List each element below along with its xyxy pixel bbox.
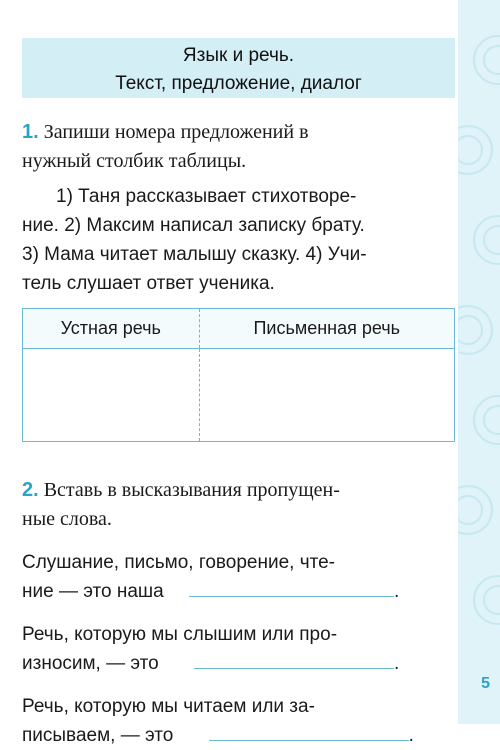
task1-sentence-line: 3) Мама читает малышу сказку. 4) Учи- (22, 244, 367, 265)
task2-item2-line1: Речь, которую мы слышим или про- (22, 624, 338, 645)
answer-cell-oral[interactable] (23, 349, 200, 442)
task2-item1-line2: ние — это наша . (22, 577, 455, 606)
task1-sentence-line: ние. 2) Максим написал записку брату. (22, 215, 365, 236)
task1-instruction (22, 118, 455, 147)
task2-instruction-line2: ные слова. (22, 508, 112, 530)
task2-instruction-line1: Вставь в высказывания пропущен- (43, 479, 340, 501)
page-number: 5 (481, 675, 490, 692)
answer-blank-3[interactable] (209, 722, 409, 741)
task2-number: 2. (22, 479, 39, 501)
answer-blank-1[interactable] (189, 578, 394, 597)
lesson-subtitle: Текст, предложение, диалог (115, 73, 362, 94)
swirl-pattern-icon (458, 0, 500, 724)
task1-sentence-line: тель слушает ответ ученика. (22, 273, 275, 294)
task1-sentence-line: 1) Таня рассказывает стихотворе- (56, 186, 357, 207)
task2-item1-line1: Слушание, письмо, говорение, чте- (22, 552, 336, 573)
answer-blank-2[interactable] (194, 650, 394, 669)
lesson-title: Язык и речь. (182, 45, 295, 66)
lesson-header (22, 38, 455, 98)
task1-instruction-line1: Запиши номера предложений в (43, 121, 309, 143)
decorative-side-band (458, 0, 500, 724)
task1-instruction-line2: нужный столбик таблицы. (22, 150, 247, 172)
answer-cell-written[interactable] (199, 349, 454, 442)
column-header-written: Письменная речь (199, 309, 454, 349)
task2-item3-line1: Речь, которую мы читаем или за- (22, 696, 315, 717)
task1-number: 1. (22, 121, 39, 143)
column-header-oral: Устная речь (23, 309, 200, 349)
task2-item3-line2: писываем, — это . (22, 721, 455, 750)
speech-type-table (22, 308, 455, 442)
task2-instruction (22, 476, 455, 505)
page-content (22, 118, 455, 750)
task2-item2-line2: износим, — это . (22, 649, 455, 678)
